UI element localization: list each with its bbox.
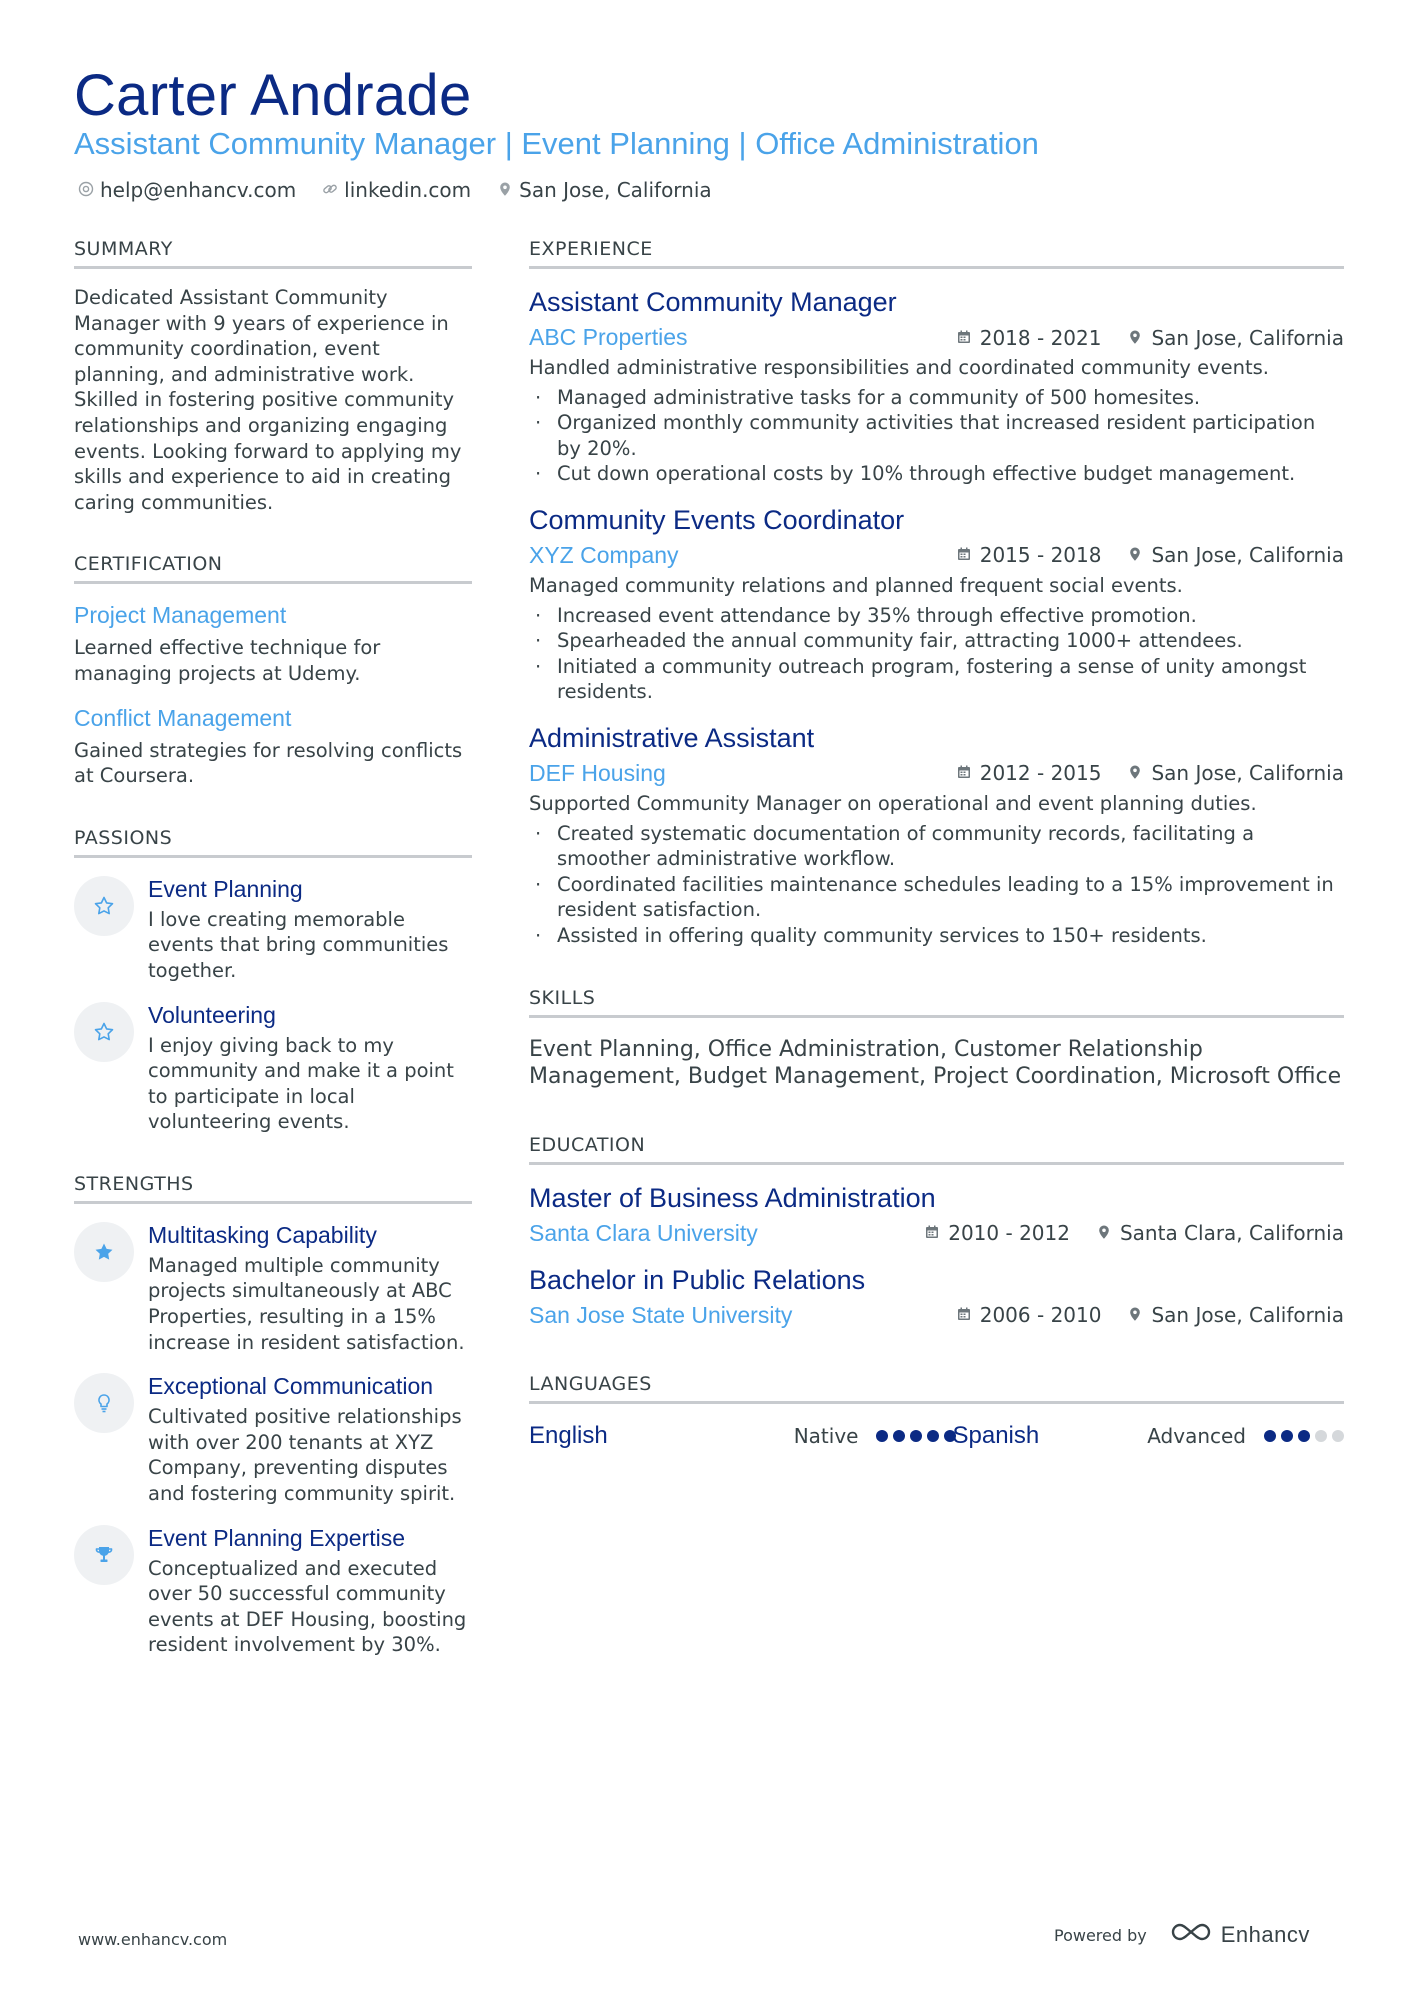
passions-heading: PASSIONS [74, 827, 472, 858]
strength-title: Exceptional Communication [148, 1373, 434, 1400]
rating-dot [910, 1430, 922, 1442]
job-description: Handled administrative responsibilities and coordinated community events. [529, 356, 1269, 379]
certification-heading: CERTIFICATION [74, 553, 472, 584]
experience-section [529, 238, 1344, 949]
strength-desc: Conceptualized and executed over 50 successful community events at DEF Housing, boosting resident involvement by 30%. [148, 1556, 467, 1657]
footer-website[interactable]: www.enhancv.com [78, 1930, 228, 1949]
strength-desc: Managed multiple community projects simultaneously at ABC Properties, resulting in a 15% increase in resident satisfaction. [148, 1253, 465, 1354]
passion-item [74, 876, 472, 984]
education-location: Santa Clara, California [1119, 1221, 1344, 1245]
job-bullet: · Assisted in offering quality community services to 150+ residents. [529, 923, 1344, 949]
strength-title: Event Planning Expertise [148, 1524, 405, 1551]
job-dates: 2018 - 2021 [979, 325, 1102, 350]
certification-title: Project Management [74, 602, 287, 629]
passion-desc: I love creating memorable events that bring communities together. [148, 907, 449, 982]
strength-item [74, 1222, 472, 1355]
language-rating [876, 1430, 956, 1442]
job-entry [529, 287, 1344, 487]
rating-dot [927, 1430, 939, 1442]
star-outline-icon [74, 876, 134, 936]
skills-list: Event Planning, Office Administration, Customer Relationship Management, Budget Management, Project Coordination, Microsoft Office [529, 1036, 1342, 1089]
certification-title: Conflict Management [74, 704, 292, 731]
job-bullet: · Created systematic documentation of community records, facilitating a smoother administrative workflow. [529, 821, 1344, 872]
job-title: Assistant Community Manager [529, 287, 897, 317]
contact-location: San Jose, California [497, 178, 712, 202]
education-heading: EDUCATION [529, 1134, 1344, 1165]
job-location: San Jose, California [1151, 543, 1344, 568]
job-description: Supported Community Manager on operational and event planning duties. [529, 791, 1257, 815]
company-name: ABC Properties [529, 324, 688, 350]
lightbulb-icon [74, 1373, 134, 1433]
school-name: San Jose State University [529, 1301, 793, 1328]
job-dates: 2015 - 2018 [979, 543, 1102, 568]
certification-desc: Gained strategies for resolving conflicts at Coursera. [74, 738, 463, 788]
job-entry [529, 505, 1344, 705]
powered-by-label: Powered by [1054, 1925, 1147, 1945]
job-bullet: · Managed administrative tasks for a community of 500 homesites. [529, 385, 1344, 411]
passions-section [74, 827, 472, 1135]
job-bullet: · Coordinated facilities maintenance schedules leading to a 15% improvement in resident satisfaction. [529, 872, 1344, 923]
star-filled-icon [74, 1222, 134, 1282]
location-pin-icon [1127, 543, 1143, 567]
calendar-icon [956, 543, 972, 567]
brand-name: Enhancv [1220, 1922, 1310, 1947]
rating-dot [1315, 1430, 1327, 1442]
strength-item [74, 1525, 472, 1658]
experience-heading: EXPERIENCE [529, 238, 1344, 269]
certification-section [74, 553, 472, 788]
left-column [74, 238, 472, 1658]
education-section [529, 1134, 1344, 1329]
job-title: Community Events Coordinator [529, 504, 905, 535]
passion-item [74, 1002, 472, 1135]
rating-dot [1264, 1430, 1276, 1442]
certification-item [74, 705, 472, 789]
job-bullet: · Organized monthly community activities that increased resident participation by 20%. [529, 410, 1344, 461]
contact-bar [78, 178, 712, 202]
trophy-icon [74, 1525, 134, 1585]
job-bullets [529, 603, 1344, 705]
school-name: Santa Clara University [529, 1219, 758, 1246]
at-icon [78, 178, 94, 202]
summary-heading: SUMMARY [74, 238, 472, 269]
contact-linkedin[interactable]: linkedin.com [322, 178, 471, 202]
job-location: San Jose, California [1151, 325, 1344, 350]
summary-section [74, 238, 472, 515]
job-bullet: · Cut down operational costs by 10% through effective budget management. [529, 461, 1344, 487]
summary-text: Dedicated Assistant Community Manager with 9 years of experience in community coordination, event planning, and administrative work. Skilled in fostering positive community relationships and organizing engaging events. Looking forward to applying my skills and experience to aid in creating caring communities. [74, 286, 462, 514]
calendar-icon [956, 326, 972, 350]
skills-heading: SKILLS [529, 987, 1344, 1018]
certification-desc: Learned effective technique for managing projects at Udemy. [74, 636, 381, 685]
passion-title: Event Planning [148, 875, 303, 902]
language-name: Spanish [952, 1421, 1040, 1449]
language-level: Native [793, 1423, 859, 1448]
job-entry [529, 723, 1344, 949]
job-description: Managed community relations and planned frequent social events. [529, 573, 1183, 597]
job-dates: 2012 - 2015 [979, 761, 1102, 786]
location-pin-icon [1127, 326, 1143, 350]
job-bullets [529, 385, 1344, 487]
location-pin-icon [1127, 761, 1143, 785]
footer-branding [1054, 1920, 1310, 1950]
company-name: XYZ Company [529, 541, 679, 568]
language-level: Advanced [1147, 1423, 1246, 1448]
rating-dot [1332, 1430, 1344, 1442]
education-entry [529, 1183, 1344, 1247]
calendar-icon [924, 1221, 940, 1245]
passion-desc: I enjoy giving back to my community and make it a point to participate in local volunteering events. [148, 1033, 454, 1134]
education-dates: 2006 - 2010 [979, 1303, 1102, 1327]
job-title: Administrative Assistant [529, 722, 815, 753]
right-column [529, 238, 1344, 1450]
rating-dot [1281, 1430, 1293, 1442]
job-bullet: · Increased event attendance by 35% through effective promotion. [529, 603, 1344, 629]
job-bullet: · Spearheaded the annual community fair, attracting 1000+ attendees. [529, 628, 1344, 654]
star-outline-icon [74, 1002, 134, 1062]
job-bullet: · Initiated a community outreach program, fostering a sense of unity amongst residents. [529, 654, 1344, 705]
languages-list [529, 1422, 1344, 1450]
language-name: English [529, 1421, 608, 1449]
job-bullets [529, 821, 1344, 949]
candidate-name: Carter Andrade [74, 63, 472, 128]
skills-section [529, 987, 1344, 1090]
location-pin-icon [1096, 1221, 1112, 1245]
education-entry [529, 1265, 1344, 1329]
strengths-heading: STRENGTHS [74, 1173, 472, 1204]
language-item [952, 1422, 1344, 1450]
education-dates: 2010 - 2012 [948, 1221, 1070, 1245]
strength-item [74, 1373, 472, 1506]
rating-dot [876, 1430, 888, 1442]
strength-title: Multitasking Capability [148, 1221, 377, 1248]
passion-title: Volunteering [148, 1001, 276, 1028]
calendar-icon [956, 761, 972, 785]
enhancv-logo[interactable] [1169, 1920, 1310, 1950]
candidate-headline: Assistant Community Manager | Event Planning | Office Administration [74, 126, 1039, 161]
infinity-logo-icon [1169, 1920, 1213, 1950]
language-item [529, 1422, 956, 1450]
strength-desc: Cultivated positive relationships with over 200 tenants at XYZ Company, preventing disputes and fostering community spirit. [148, 1405, 462, 1506]
degree-title: Bachelor in Public Relations [529, 1264, 866, 1295]
rating-dot [1298, 1430, 1310, 1442]
link-icon [322, 178, 338, 202]
language-rating [1264, 1430, 1344, 1442]
calendar-icon [956, 1303, 972, 1327]
languages-heading: LANGUAGES [529, 1373, 1344, 1404]
rating-dot [893, 1430, 905, 1442]
degree-title: Master of Business Administration [529, 1182, 936, 1213]
certification-item [74, 602, 472, 686]
location-pin-icon [1127, 1303, 1143, 1327]
location-pin-icon [497, 178, 513, 202]
contact-email[interactable]: help@enhancv.com [78, 178, 296, 202]
job-location: San Jose, California [1151, 761, 1344, 786]
company-name: DEF Housing [529, 759, 666, 786]
strengths-section [74, 1173, 472, 1658]
languages-section [529, 1373, 1344, 1450]
education-location: San Jose, California [1151, 1303, 1344, 1327]
